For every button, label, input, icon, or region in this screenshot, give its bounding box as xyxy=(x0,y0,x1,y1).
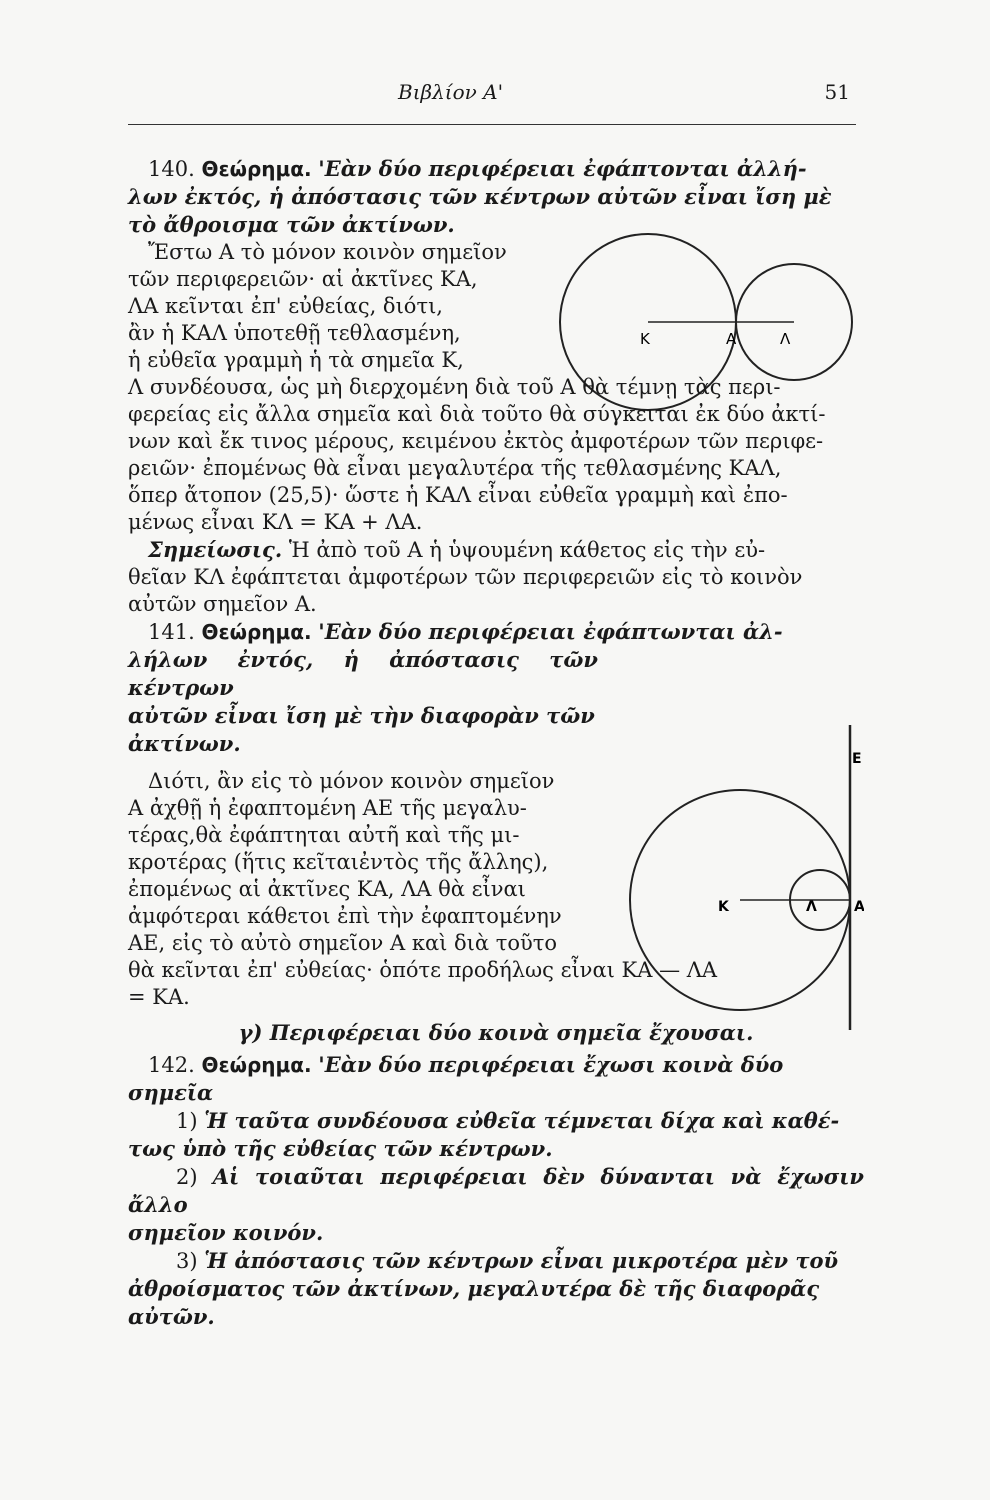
proof-line: Ἔστω Α τὸ μόνον κοινὸν σημεῖον xyxy=(148,240,507,264)
proof-line: θὰ κεῖνται ἐπ' εὐθείας· ὁπότε προδήλως εἶναι ΚΑ — ΛΑ xyxy=(128,958,718,982)
label-L: Λ xyxy=(806,899,817,915)
theorem-142-statement-line xyxy=(128,1079,864,1107)
list-number: 3) xyxy=(176,1249,198,1273)
proof-line: ἡ εὐθεῖα γραμμὴ ἡ τὰ σημεῖα Κ, xyxy=(128,348,464,372)
label-K: Κ xyxy=(640,330,650,348)
proof-line: μένως εἶναι ΚΛ = ΚΑ + ΛΑ. xyxy=(128,510,423,534)
proof-line: ΛΑ κεῖνται ἐπ' εὐθείας, διότι, xyxy=(128,294,443,318)
note-text: Ἡ ἀπὸ τοῦ Α ἡ ὑψουμένη κάθετος εἰς τὴν εὐ- xyxy=(288,538,766,562)
label-A: Α xyxy=(854,899,864,915)
proof-line: ἐπομένως αἱ ἀκτῖνες ΚΑ, ΛΑ θὰ εἶναι xyxy=(128,877,526,901)
list-number: 1) xyxy=(176,1109,198,1133)
proof-line: Λ συνδέουσα, ὡς μὴ διερχομένη διὰ τοῦ Α θὰ τέμνῃ τὰς περι- xyxy=(128,375,781,399)
list-number: 2) xyxy=(176,1165,198,1189)
note-line xyxy=(128,536,864,564)
label-K: Κ xyxy=(718,899,729,915)
proof-line: κροτέρας (ἥτις κεῖταιἐντὸς τῆς ἄλλης), xyxy=(128,850,549,874)
proof-line: ἀμφότεραι κάθετοι ἐπὶ τὴν ἐφαπτομένην xyxy=(128,904,562,928)
theorem-140-statement-line xyxy=(128,211,864,239)
list-item-continuation xyxy=(128,1135,864,1163)
theorem-number: 141. xyxy=(148,620,195,644)
proof-line: τῶν περιφερειῶν· αἱ ἀκτῖνες ΚΑ, xyxy=(128,267,478,291)
list-item xyxy=(128,1107,864,1135)
theorem-number: 140. xyxy=(148,157,195,181)
list-text: Ἡ ταῦτα συνδέουσα εὐθεῖα τέμνεται δίχα καὶ καθέ- xyxy=(204,1108,840,1133)
page-body xyxy=(128,145,864,1331)
theorem-statement: 'Εὰν δύο περιφέρειαι ἐφάπτονται ἀλλή- xyxy=(318,156,807,181)
list-text: ἀθροίσματος τῶν ἀκτίνων, μεγαλυτέρα δὲ τῆς διαφορᾶς xyxy=(128,1276,820,1301)
theorem-statement: 'Εὰν δύο περιφέρειαι ἐφάπτωνται ἀλ- xyxy=(318,619,783,644)
list-item-continuation xyxy=(128,1219,864,1247)
theorem-142-heading xyxy=(128,1051,864,1079)
list-text: Αἱ τοιαῦται περιφέρειαι δὲν δύνανται νὰ ἔχωσιν ἄλλο xyxy=(128,1164,864,1217)
theorem-number: 142. xyxy=(148,1053,195,1077)
proof-line: Διότι, ἂν εἰς τὸ μόνον κοινὸν σημεῖον xyxy=(148,769,555,793)
proof-line: ὅπερ ἄτοπον (25,5)· ὥστε ἡ ΚΑΛ εἶναι εὐθεῖα γραμμὴ καὶ ἐπο- xyxy=(128,483,788,507)
note-line: αὐτῶν σημεῖον Α. xyxy=(128,592,317,616)
statement-text: λήλων ἐντός, ἡ ἀπόστασις τῶν κέντρων xyxy=(128,647,598,700)
note-line: θεῖαν ΚΛ ἐφάπτεται ἀμφοτέρων τῶν περιφερειῶν εἰς τὸ κοινὸν xyxy=(128,565,803,589)
label-L: Λ xyxy=(780,330,791,348)
list-item-continuation xyxy=(128,1303,864,1331)
statement-text: σημεῖα xyxy=(128,1080,214,1105)
theorem-label: Θεώρημα. xyxy=(201,1053,312,1077)
section-title xyxy=(128,1019,864,1047)
running-head xyxy=(130,80,850,110)
theorem-label: Θεώρημα. xyxy=(201,157,312,181)
header-rule xyxy=(128,124,856,125)
statement-text: αὐτῶν εἶναι ἴση μὲ τὴν διαφορὰν τῶν xyxy=(128,703,595,728)
proof-line: = ΚΑ. xyxy=(128,985,190,1009)
running-title: Βιβλίον Α' xyxy=(398,80,504,104)
theorem-141-statement-line xyxy=(128,646,598,702)
theorem-141-statement-line xyxy=(128,702,598,730)
note-label: Σημείωσις. xyxy=(148,537,283,562)
section-title-text: γ) Περιφέρειαι δύο κοινὰ σημεῖα ἔχουσαι. xyxy=(238,1020,754,1045)
list-text: σημεῖον κοινόν. xyxy=(128,1220,324,1245)
theorem-141-heading xyxy=(128,618,864,646)
list-item xyxy=(128,1163,864,1219)
list-item-continuation xyxy=(128,1275,864,1303)
statement-text: ἀκτίνων. xyxy=(128,731,241,756)
list-text: αὐτῶν. xyxy=(128,1304,215,1329)
theorem-140-heading xyxy=(128,155,864,183)
theorem-label: Θεώρημα. xyxy=(201,620,312,644)
list-item xyxy=(128,1247,864,1275)
proof-line: ἂν ἡ ΚΑΛ ὑποτεθῇ τεθλασμένη, xyxy=(128,321,461,345)
theorem-140-statement-line xyxy=(128,183,864,211)
theorem-141-statement-line xyxy=(128,730,598,758)
page-number: 51 xyxy=(824,80,850,104)
label-A: Α xyxy=(726,330,737,348)
proof-line: Α ἀχθῇ ἡ ἐφαπτομένη ΑΕ τῆς μεγαλυ- xyxy=(128,796,527,820)
list-text: τως ὑπὸ τῆς εὐθείας τῶν κέντρων. xyxy=(128,1136,553,1161)
proof-line: φερείας εἰς ἄλλα σημεῖα καὶ διὰ τοῦτο θὰ σύγκειται ἐκ δύο ἀκτί- xyxy=(128,402,826,426)
proof-line: νων καὶ ἔκ τινος μέρους, κειμένου ἐκτὸς ἀμφοτέρων τῶν περιφε- xyxy=(128,429,824,453)
theorem-statement: 'Εὰν δύο περιφέρειαι ἔχωσι κοινὰ δύο xyxy=(318,1052,784,1077)
label-E: Ε xyxy=(852,751,862,767)
statement-text: λων ἐκτός, ἡ ἀπόστασις τῶν κέντρων αὐτῶν εἶναι ἴση μὲ xyxy=(128,184,832,209)
proof-line: ρειῶν· ἐπομένως θὰ εἶναι μεγαλυτέρα τῆς τεθλασμένης ΚΑΛ, xyxy=(128,456,782,480)
list-text: Ἡ ἀπόστασις τῶν κέντρων εἶναι μικροτέρα μὲν τοῦ xyxy=(204,1248,839,1273)
proof-line: τέρας,θὰ ἐφάπτηται αὐτῆ καὶ τῆς μι- xyxy=(128,823,520,847)
proof-line: ΑΕ, εἰς τὸ αὐτὸ σημεῖον Α καὶ διὰ τοῦτο xyxy=(128,931,558,955)
statement-text: τὸ ἄθροισμα τῶν ἀκτίνων. xyxy=(128,212,455,237)
